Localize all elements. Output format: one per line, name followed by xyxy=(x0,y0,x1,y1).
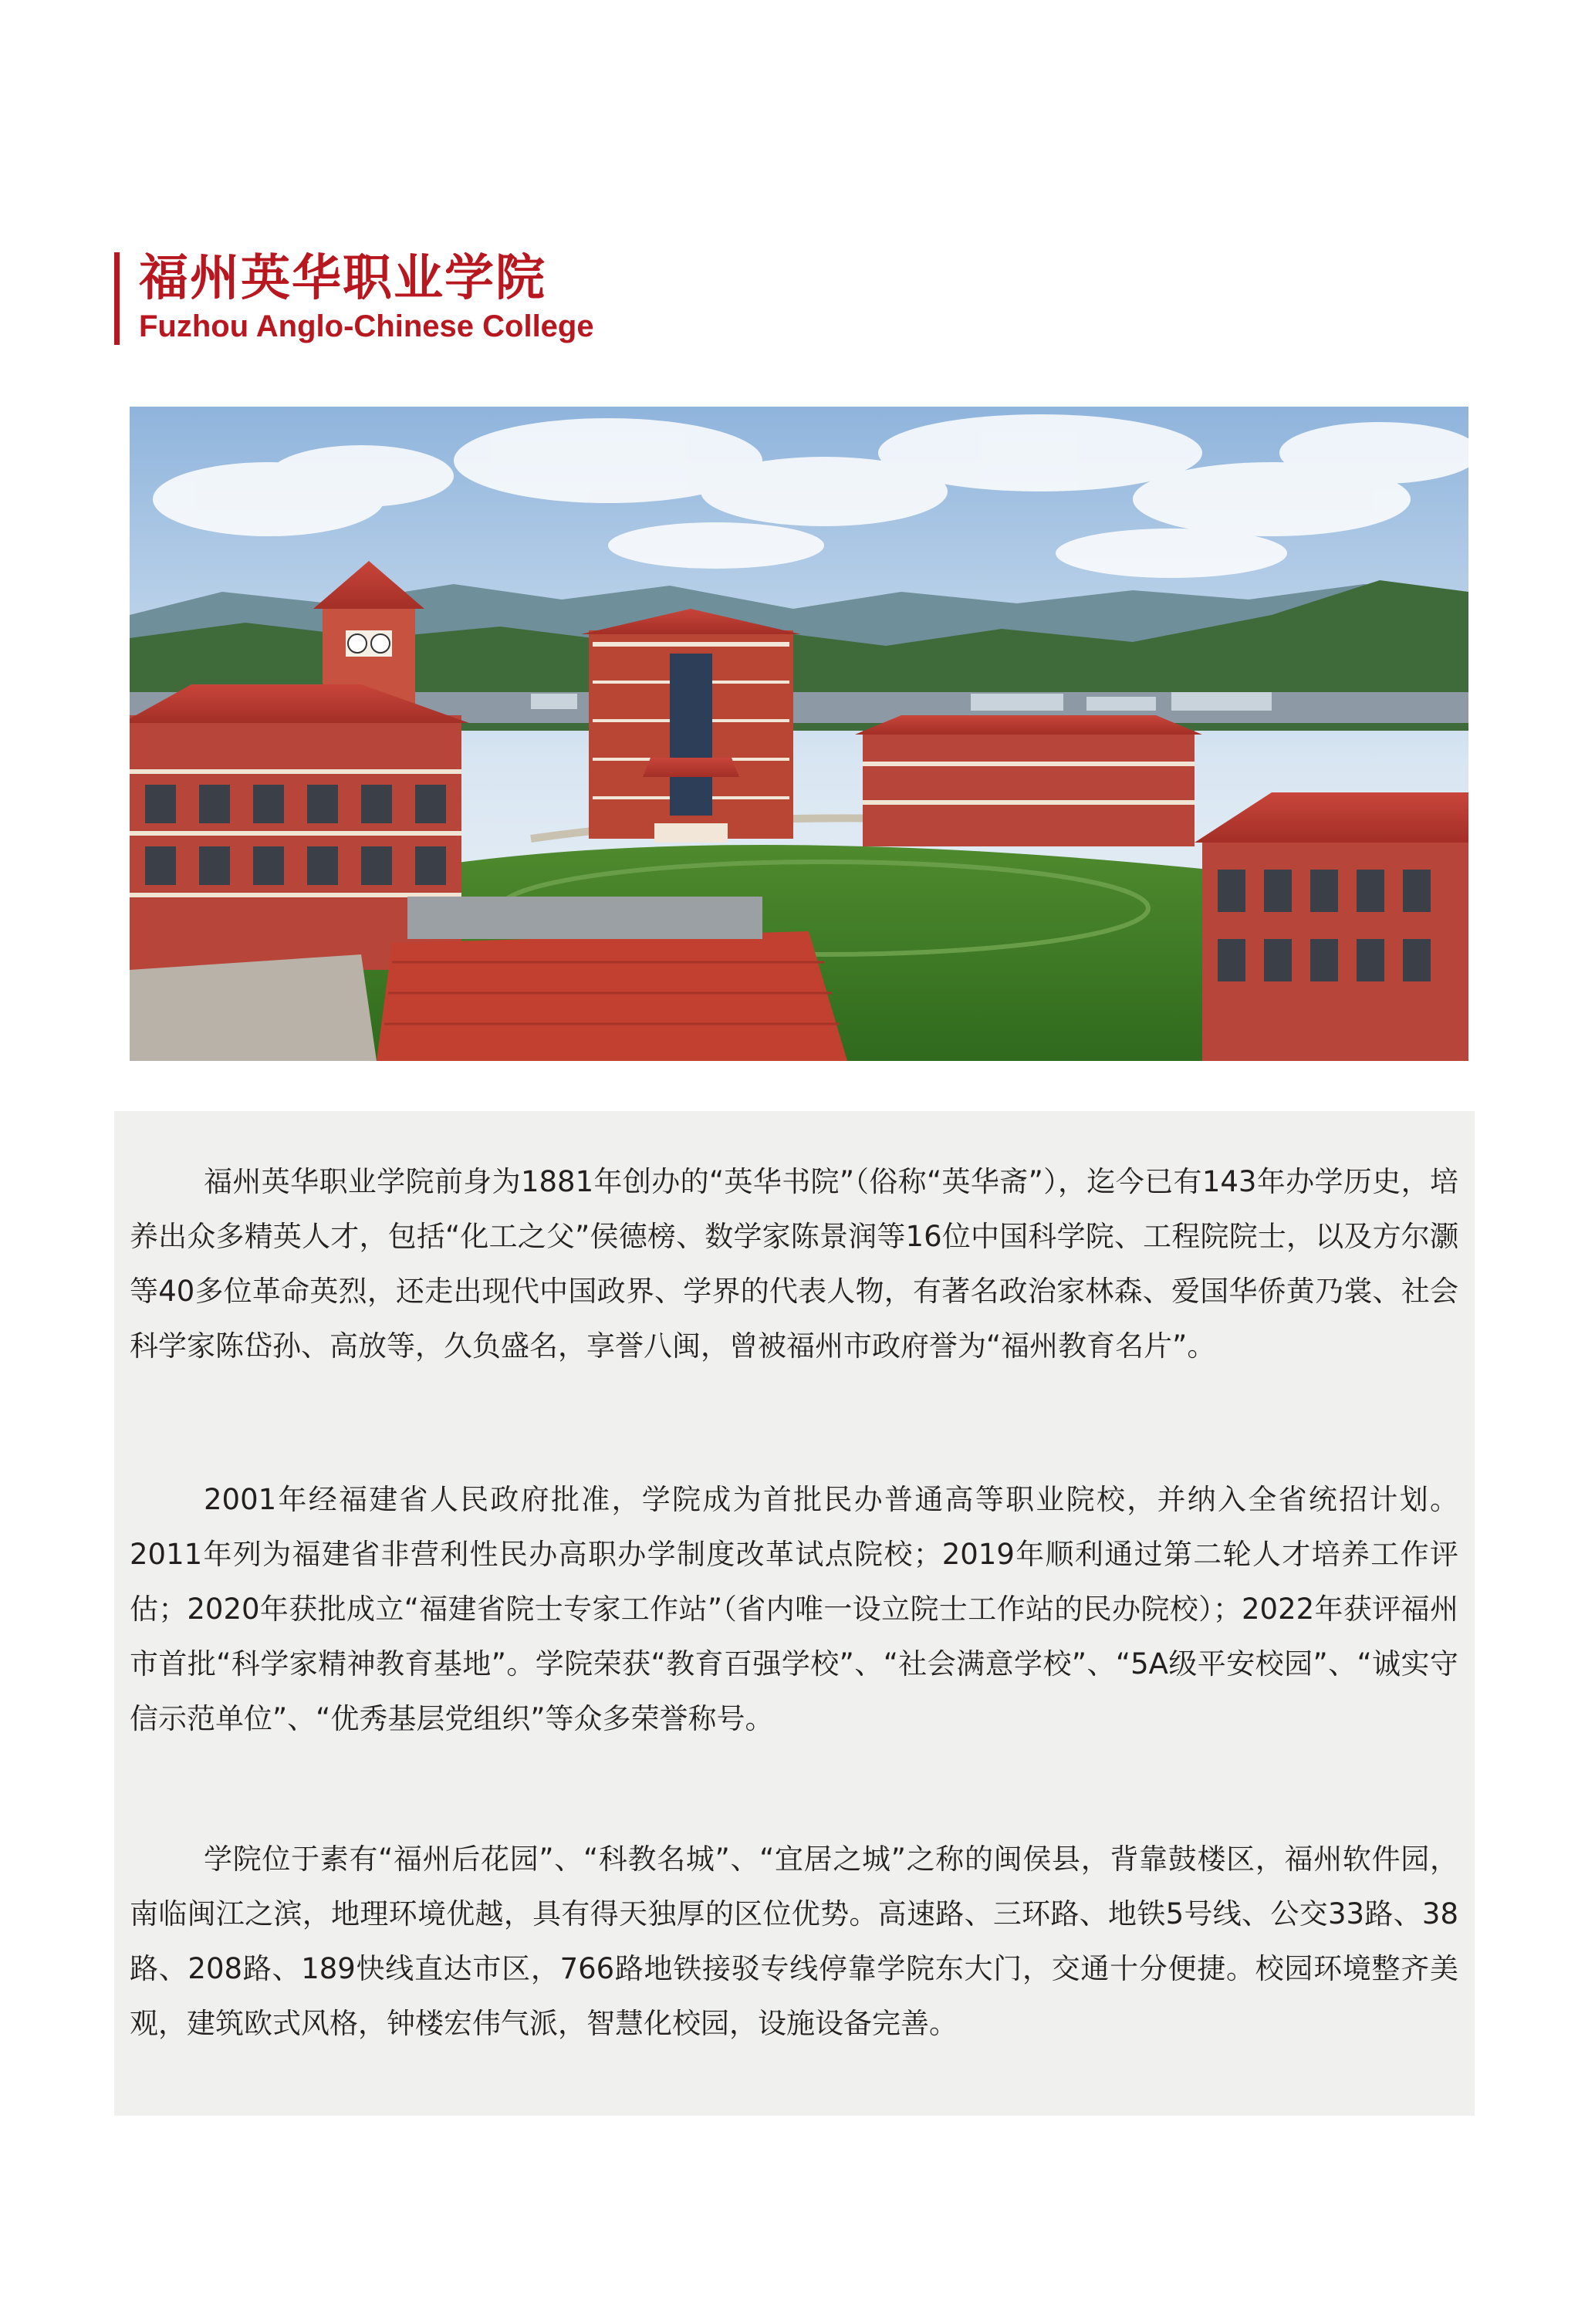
description-panel xyxy=(114,1111,1475,2116)
location-paragraph: 学院位于素有“福州后花园”、“科教名城”、“宜居之城”之称的闽侯县，背靠鼓楼区，福州软件园，南临闽江之滨，地理环境优越，具有得天独厚的区位优势。高速路、三环路、地铁5号线、公交33路、38路、208路、189快线直达市区，766路地铁接驳专线停靠学院东大门，交通十分便捷。校园环境整齐美观，建筑欧式风格，钟楼宏伟气派，智慧化校园，设施设备完善。 xyxy=(130,1843,1458,2040)
page-title: 福州英华职业学院 xyxy=(139,250,546,307)
page-header xyxy=(114,249,654,347)
development-paragraph: 2001年经福建省人民政府批准，学院成为首批民办普通高等职业院校，并纳入全省统招计划。2011年列为福建省非营利性民办高职办学制度改革试点院校；2019年顺利通过第二轮人才培养工作评估；2020年获批成立“福建省院士专家工作站”（省内唯一设立院士工作站的民办院校）；2022年获评福州市首批“科学家精神教育基地”。学院荣获“教育百强学校”、“社会满意学校”、“5A级平安校园”、“诚实守信示范单位”、“优秀基层党组织”等众多荣誉称号。 xyxy=(130,1483,1458,1735)
campus-photo xyxy=(130,407,1468,1061)
campus-photo-icon xyxy=(130,407,1468,1061)
history-paragraph: 福州英华职业学院前身为1881年创办的“英华书院”（俗称“英华斋”），迄今已有143年办学历史，培养出众多精英人才，包括“化工之父”侯德榜、数学家陈景润等16位中国科学院、工程院院士，以及方尔灏等40多位革命英烈，还走出现代中国政界、学界的代表人物，有著名政治家林森、爱国华侨黄乃裳、社会科学家陈岱孙、高放等，久负盛名，享誉八闽，曾被福州市政府誉为“福州教育名片”。 xyxy=(130,1165,1458,1363)
page-subtitle: Fuzhou Anglo-Chinese College xyxy=(139,309,594,343)
title-accent-bar xyxy=(114,252,120,345)
